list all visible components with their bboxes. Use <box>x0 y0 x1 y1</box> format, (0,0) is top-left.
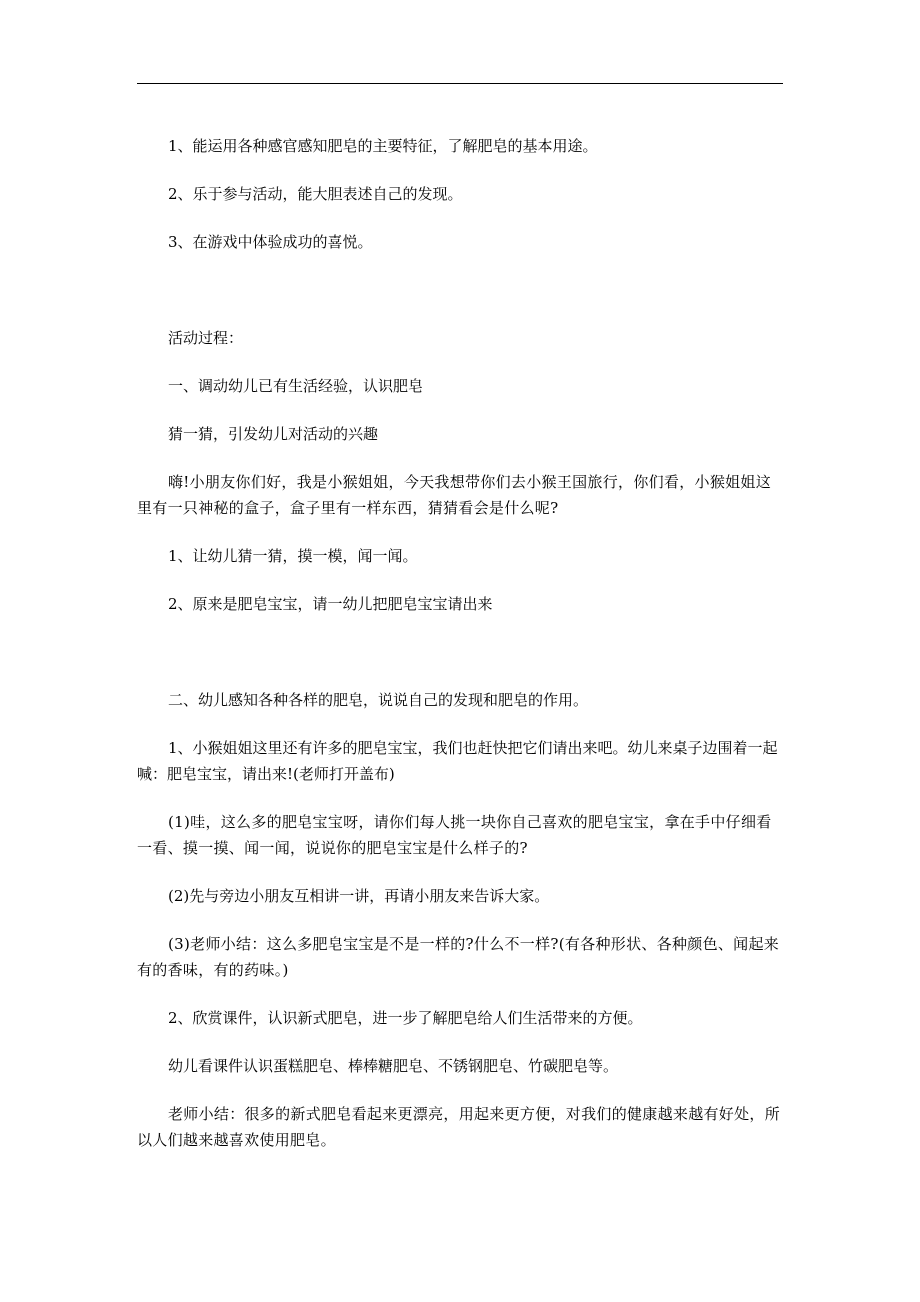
step-2-sub-2: (2)先与旁边小朋友互相讲一讲，再请小朋友来告诉大家。 <box>168 887 550 905</box>
step-2-item-1: 1、小猴姐姐这里还有许多的肥皂宝宝，我们也赶快把它们请出来吧。幼儿来桌子边围着一起喊：肥皂宝宝，请出来!(老师打开盖布) <box>137 739 778 783</box>
step-2-item-2: 2、欣赏课件，认识新式肥皂，进一步了解肥皂给人们生活带来的方便。 <box>168 1009 643 1027</box>
step-1-item-1: 1、让幼儿猜一猜，摸一模，闻一闻。 <box>168 547 418 565</box>
goal-item-3: 3、在游戏中体验成功的喜悦。 <box>168 233 373 251</box>
step-1-item-2: 2、原来是肥皂宝宝，请一幼儿把肥皂宝宝请出来 <box>168 595 493 613</box>
step-subheading-guess: 猜一猜，引发幼儿对活动的兴趣 <box>168 425 379 443</box>
teacher-summary: 老师小结：很多的新式肥皂看起来更漂亮，用起来更方便，对我们的健康越来越有好处，所以人们越来越喜欢使用肥皂。 <box>137 1105 781 1149</box>
step-2-sub-1: (1)哇，这么多的肥皂宝宝呀，请你们每人挑一块你自己喜欢的肥皂宝宝，拿在手中仔细看一看、摸一摸、闻一闻，说说你的肥皂宝宝是什么样子的? <box>137 813 772 857</box>
step-heading-2: 二、幼儿感知各种各样的肥皂，说说自己的发现和肥皂的作用。 <box>168 691 589 709</box>
goal-item-2: 2、乐于参与活动，能大胆表述自己的发现。 <box>168 185 463 203</box>
step-heading-1: 一、调动幼儿已有生活经验，认识肥皂 <box>168 377 424 395</box>
step-2-sub-3: (3)老师小结：这么多肥皂宝宝是不是一样的?什么不一样?(有各种形状、各种颜色、闻起来有的香味，有的药味。) <box>137 935 780 979</box>
header-rule <box>137 83 783 84</box>
intro-paragraph: 嗨!小朋友你们好，我是小猴姐姐，今天我想带你们去小猴王国旅行，你们看，小猴姐姐这里有一只神秘的盒子，盒子里有一样东西，猜猜看会是什么呢? <box>137 473 772 517</box>
section-heading-process: 活动过程： <box>168 329 244 347</box>
goal-item-1: 1、能运用各种感官感知肥皂的主要特征，了解肥皂的基本用途。 <box>168 137 598 155</box>
courseware-paragraph: 幼儿看课件认识蛋糕肥皂、棒棒糖肥皂、不锈钢肥皂、竹碳肥皂等。 <box>168 1057 619 1075</box>
